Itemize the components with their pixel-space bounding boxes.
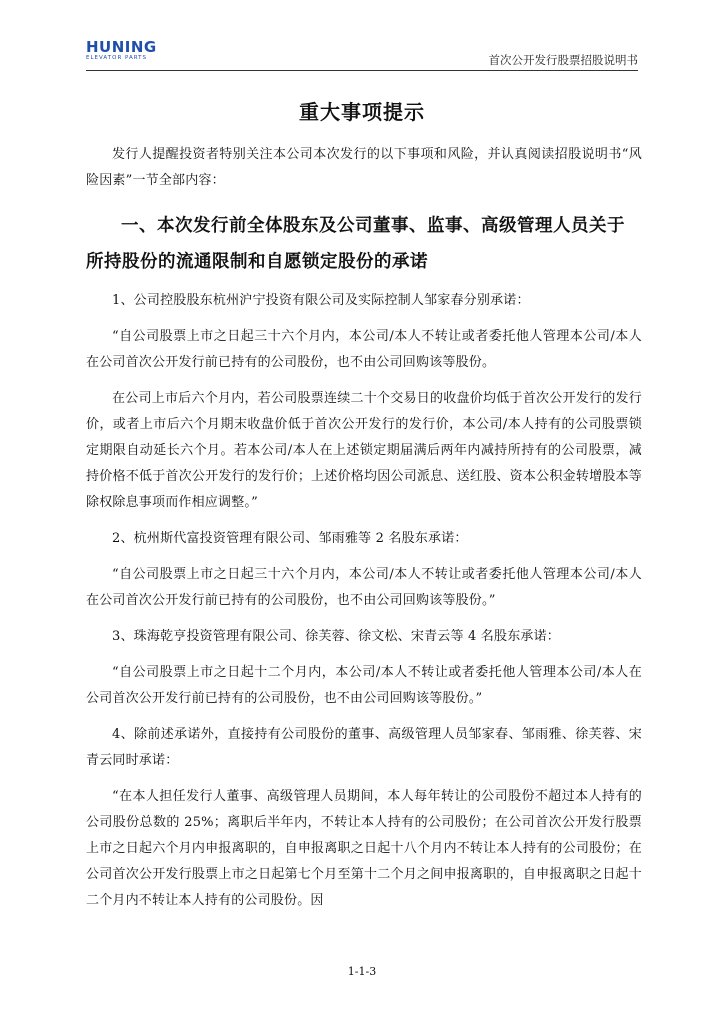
item3-quote: “自公司股票上市之日起十二个月内，本公司/本人不转让或者委托他人管理本公司/本人在公司首次公开发行前已持有的公司股份，也不由公司回购该等股份。” <box>86 665 642 706</box>
document-title: 首次公开发行股票招股说明书 <box>488 53 638 67</box>
intro-paragraph: 发行人提醒投资者特别关注本公司本次发行的以下事项和风险，并认真阅读招股说明书“风险因素”一节全部内容： <box>86 147 642 188</box>
header-divider <box>86 70 638 71</box>
item2-quote: “自公司股票上市之日起三十六个月内，本公司/本人不转让或者委托他人管理本公司/本人在公司首次公开发行前已持有的公司股份，也不由公司回购该等股份。” <box>86 567 642 608</box>
logo-sub-text: ELEVATOR PARTS <box>86 55 148 61</box>
page-title: 重大事项提示 <box>299 100 425 124</box>
page-number: 1-1-3 <box>347 965 377 978</box>
document-body <box>86 142 642 914</box>
item1-quote2: 在公司上市后六个月内，若公司股票连续二十个交易日的收盘价均低于首次公开发行的发行价，或者上市后六个月期末收盘价低于首次公开发行的发行价，本公司/本人持有的公司股票锁定期限自动延长六个月。若本公司/本人在上述锁定期届满后两年内减持所持有的公司股票，减持价格不低于首次公开发行的发行价；上述价格均因公司派息、送红股、资本公积金转增股本等除权除息事项而作相应调整。” <box>86 391 642 510</box>
logo-main-text: HUNING <box>86 38 157 56</box>
item4-quote: “在本人担任发行人董事、高级管理人员期间，本人每年转让的公司股份不超过本人持有的公司股份总数的 25%；离职后半年内，不转让本人持有的公司股份；在公司首次公开发行股票上市之日起六个月内申报离职的，自申报离职之日起十八个月内不转让本人持有的公司股份；在公司首次公开发行股票上市之日起第七个月至第十二个月之间申报离职的，自申报离职之日起十二个月内不转让本人持有的公司股份。因 <box>86 789 642 908</box>
item4-intro: 4、除前述承诺外，直接持有公司股份的董事、高级管理人员邹家春、邹雨雅、徐芙蓉、宋青云同时承诺： <box>86 727 642 768</box>
item3-intro: 3、珠海乾亨投资管理有限公司、徐芙蓉、徐文松、宋青云等 4 名股东承诺： <box>112 629 561 644</box>
item1-intro: 1、公司控股股东杭州沪宁投资有限公司及实际控制人邹家春分别承诺： <box>112 293 530 308</box>
item2-intro: 2、杭州斯代富投资管理有限公司、邹雨雅等 2 名股东承诺： <box>112 531 468 546</box>
section-heading: 一、本次发行前全体股东及公司董事、监事、高级管理人员关于所持股份的流通限制和自愿锁定股份的承诺 <box>86 216 625 272</box>
item1-quote1: “自公司股票上市之日起三十六个月内，本公司/本人不转让或者委托他人管理本公司/本人在公司首次公开发行前已持有的公司股份，也不由公司回购该等股份。 <box>86 329 642 370</box>
company-logo <box>86 40 157 62</box>
